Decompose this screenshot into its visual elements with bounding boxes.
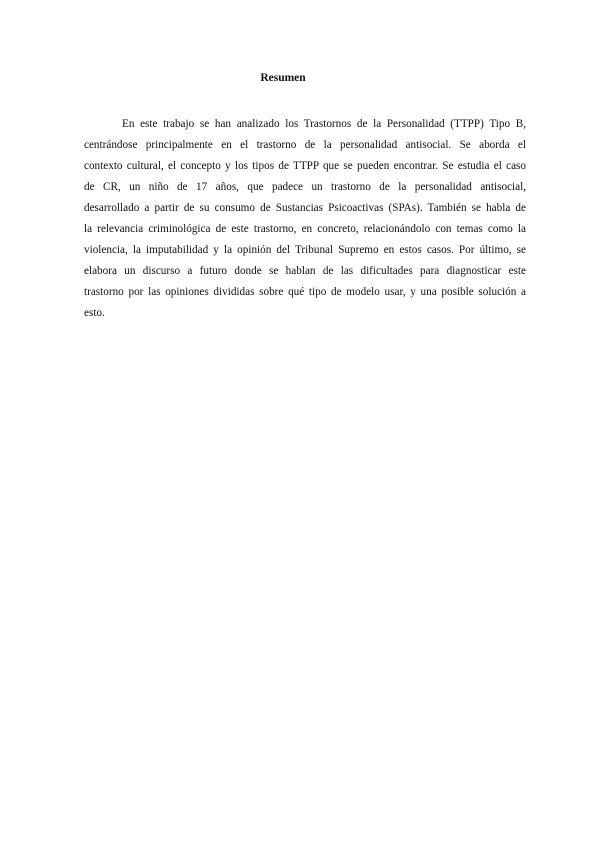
abstract-line: desarrollado a partir de su consumo de Sustancias Psicoactivas (SPAs). También se habla de (84, 202, 526, 214)
abstract-line: de CR, un niño de 17 años, que padece un trastorno de la personalidad antisocial, (84, 181, 526, 193)
abstract-line: En este trabajo se han analizado los Trastornos de la Personalidad (TTPP) Tipo B, (122, 118, 526, 130)
abstract-line: centrándose principalmente en el trastorno de la personalidad antisocial. Se aborda el (84, 139, 526, 151)
section-title: Resumen (260, 72, 306, 84)
abstract-line: la relevancia criminológica de este trastorno, en concreto, relacionándolo con temas como la (84, 223, 526, 235)
abstract-line: esto. (84, 307, 105, 319)
abstract-line: contexto cultural, el concepto y los tipos de TTPP que se pueden encontrar. Se estudia el caso (84, 160, 526, 172)
abstract-line: elabora un discurso a futuro donde se hablan de las dificultades para diagnosticar este (84, 265, 526, 277)
abstract-line: trastorno por las opiniones divididas sobre qué tipo de modelo usar, y una posible solución a (84, 286, 526, 298)
abstract-line: violencia, la imputabilidad y la opinión del Tribunal Supremo en estos casos. Por último, se (84, 244, 526, 256)
abstract-paragraph (84, 114, 526, 324)
